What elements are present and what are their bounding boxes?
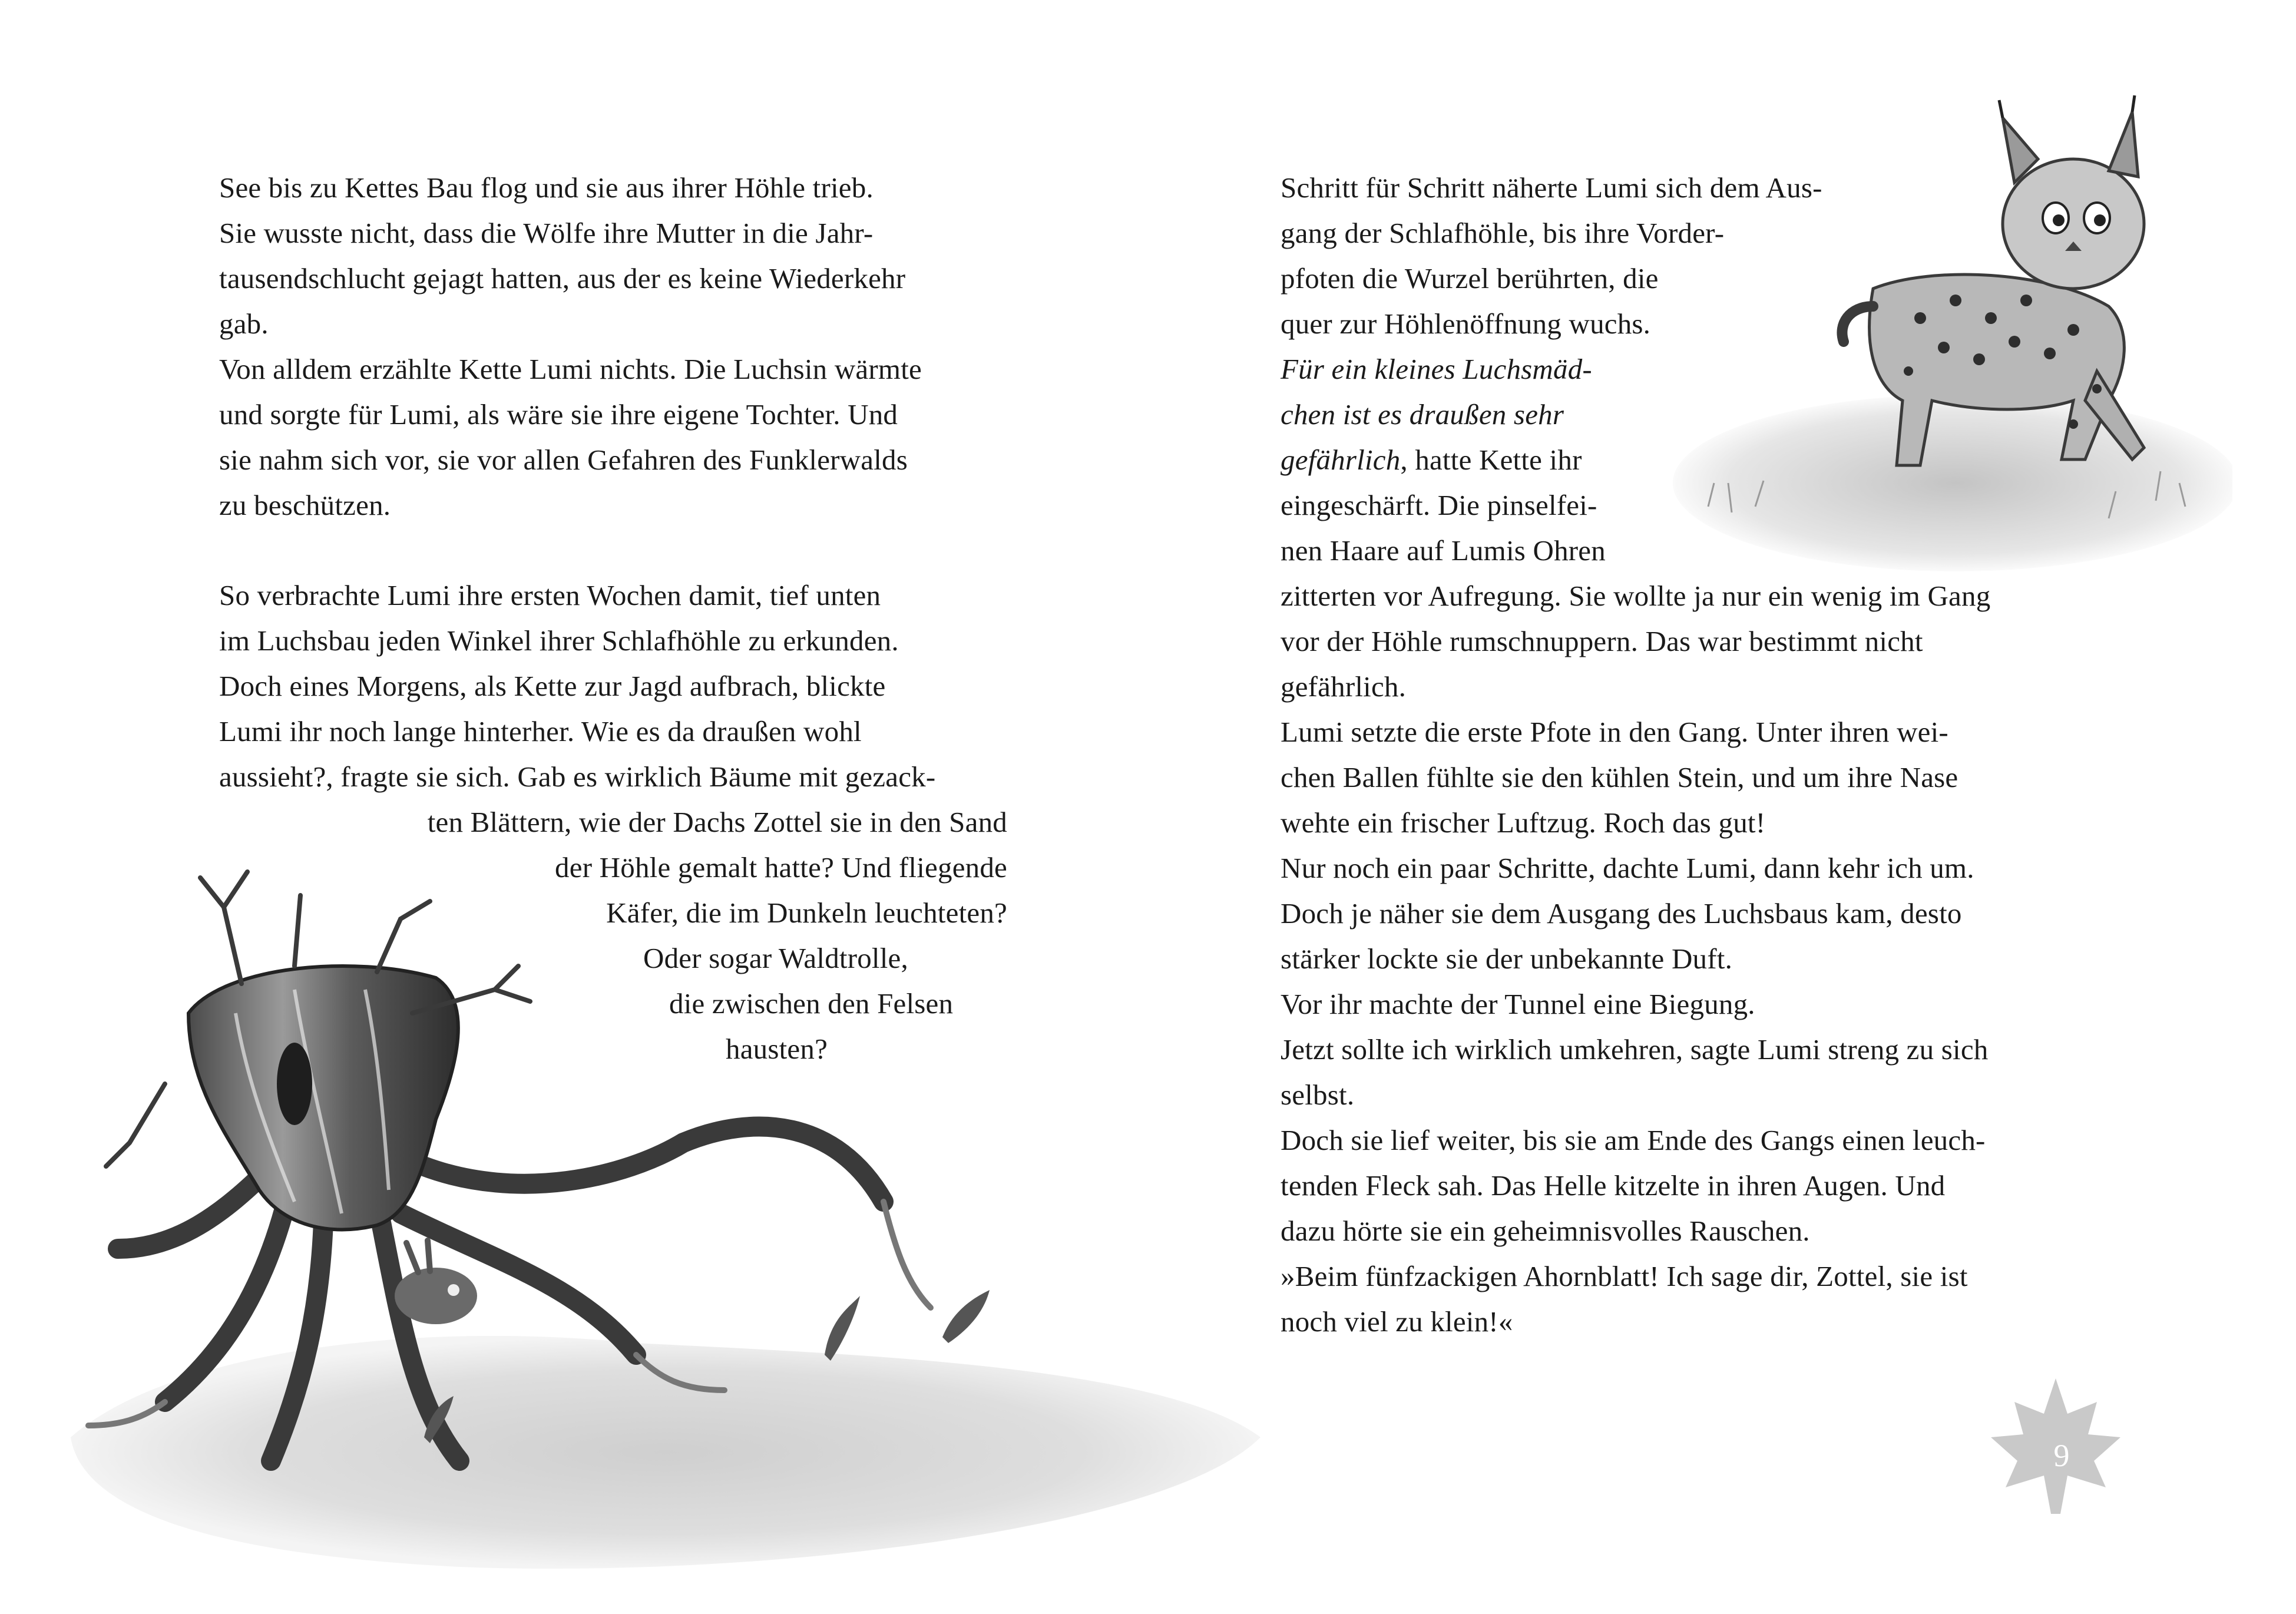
text-line: Lumi ihr noch lange hinterher. Wie es da draußen wohl xyxy=(219,715,862,748)
text-line: tausendschlucht gejagt hatten, aus der es keine Wiederkehr xyxy=(219,262,906,295)
text-line: gang der Schlafhöhle, bis ihre Vorder- xyxy=(1281,217,1725,249)
text-line: aussieht?, fragte sie sich. Gab es wirklich Bäume mit gezack- xyxy=(219,760,936,793)
text-line: ten Blättern, wie der Dachs Zottel sie in den Sand xyxy=(427,806,1007,838)
text-line: eingeschärft. Die pinselfei- xyxy=(1281,489,1597,521)
text-line: Schritt für Schritt näherte Lumi sich dem Aus- xyxy=(1281,171,1822,204)
text-line: gab. xyxy=(219,307,269,340)
text-line: Doch sie lief weiter, bis sie am Ende des Gangs einen leuch- xyxy=(1281,1124,1986,1156)
text-line: sie nahm sich vor, sie vor allen Gefahren des Funklerwalds xyxy=(219,444,908,476)
text-line: dazu hörte sie ein geheimnisvolles Rauschen. xyxy=(1281,1215,1810,1247)
text-line: Lumi setzte die erste Pfote in den Gang. Unter ihren wei- xyxy=(1281,716,1948,748)
text-line: stärker lockte sie der unbekannte Duft. xyxy=(1281,942,1733,975)
text-line: Käfer, die im Dunkeln leuchteten? xyxy=(606,897,1007,929)
text-line: die zwischen den Felsen xyxy=(669,987,954,1020)
text-line: hausten? xyxy=(726,1033,828,1065)
text-line: wehte ein frischer Luftzug. Roch das gut! xyxy=(1281,806,1766,839)
text-line: gefährlich. xyxy=(1281,670,1407,703)
text-line: tenden Fleck sah. Das Helle kitzelte in ihren Augen. Und xyxy=(1281,1169,1946,1202)
text-line: pfoten die Wurzel berührten, die xyxy=(1281,262,1659,295)
text-line: im Luchsbau jeden Winkel ihrer Schlafhöhle zu erkunden. xyxy=(219,624,899,657)
text-line: selbst. xyxy=(1281,1079,1355,1111)
text-line: und sorgte für Lumi, als wäre sie ihre eigene Tochter. Und xyxy=(219,398,898,431)
text-line-italic: chen ist es draußen sehr xyxy=(1281,398,1564,431)
text-line: Von alldem erzählte Kette Lumi nichts. Die Luchsin wärmte xyxy=(219,353,922,385)
text-line: zu beschützen. xyxy=(219,489,391,521)
page-number: 9 xyxy=(2053,1438,2070,1473)
text-line: quer zur Höhlenöffnung wuchs. xyxy=(1281,307,1651,340)
text-line xyxy=(1281,437,1582,482)
text-line: Doch je näher sie dem Ausgang des Luchsbaus kam, desto xyxy=(1281,897,1962,930)
text-line: nen Haare auf Lumis Ohren xyxy=(1281,534,1606,567)
text-line: Nur noch ein paar Schritte, dachte Lumi, dann kehr ich um. xyxy=(1281,852,1974,884)
italic-word: gefährlich xyxy=(1281,444,1401,476)
text-line: So verbrachte Lumi ihre ersten Wochen damit, tief unten xyxy=(219,579,881,611)
text-line: der Höhle gemalt hatte? Und fliegende xyxy=(555,851,1007,884)
text-fragment: , hatte Kette ihr xyxy=(1400,444,1582,476)
text-line-italic: Für ein kleines Luchsmäd- xyxy=(1281,353,1592,385)
text-line: Vor ihr machte der Tunnel eine Biegung. xyxy=(1281,988,1755,1020)
text-line: »Beim fünfzackigen Ahornblatt! Ich sage dir, Zottel, sie ist xyxy=(1281,1260,1968,1292)
text-line: See bis zu Kettes Bau flog und sie aus ihrer Höhle trieb. xyxy=(219,171,874,204)
text-line: zitterten vor Aufregung. Sie wollte ja nur ein wenig im Gang xyxy=(1281,580,1991,612)
text-line: noch viel zu klein!« xyxy=(1281,1305,1513,1338)
text-line: chen Ballen fühlte sie den kühlen Stein, und um ihre Nase xyxy=(1281,761,1958,793)
text-line: Sie wusste nicht, dass die Wölfe ihre Mutter in die Jahr- xyxy=(219,217,874,249)
text-line: vor der Höhle rumschnuppern. Das war bestimmt nicht xyxy=(1281,625,1923,657)
text-line: Doch eines Morgens, als Kette zur Jagd aufbrach, blickte xyxy=(219,670,886,702)
text-line: Jetzt sollte ich wirklich umkehren, sagte Lumi streng zu sich xyxy=(1281,1033,1989,1066)
text-line: Oder sogar Waldtrolle, xyxy=(643,942,908,974)
